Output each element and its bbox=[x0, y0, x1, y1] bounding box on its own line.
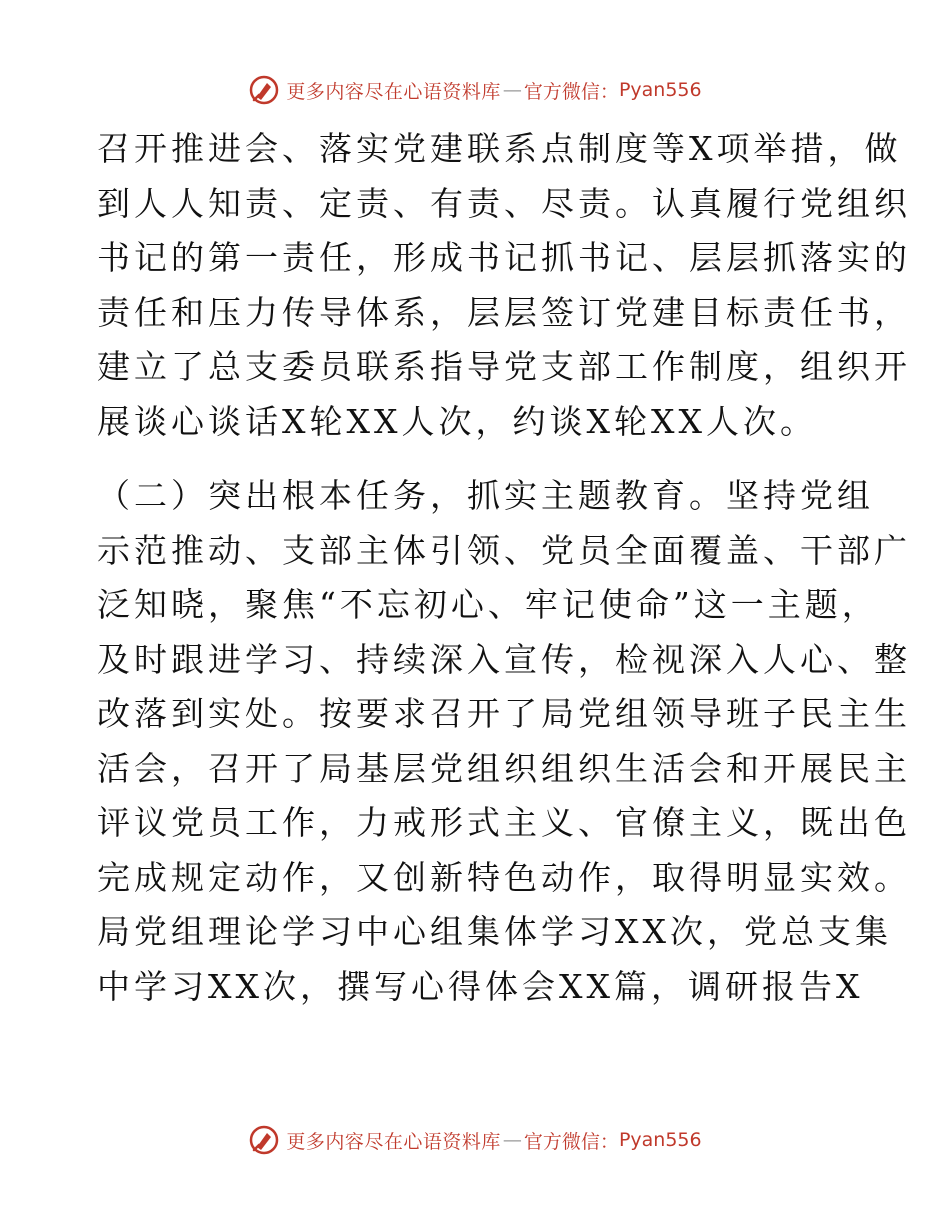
text-line: 及时跟进学习、持续深入宣传，检视深入人心、整 bbox=[97, 639, 911, 679]
header-watermark bbox=[0, 72, 950, 108]
text-line: 中学习XX次，撰写心得体会XX篇，调研报告X bbox=[97, 966, 864, 1006]
pen-nib-logo-icon bbox=[248, 1124, 280, 1156]
text-line: 召开推进会、落实党建联系点制度等X项举措，做 bbox=[97, 129, 902, 168]
pen-nib-logo-icon bbox=[248, 74, 280, 106]
text-line: 活会，召开了局基层党组织组织生活会和开展民主 bbox=[97, 748, 911, 788]
watermark-label: 官方微信： bbox=[523, 80, 619, 103]
document-body bbox=[97, 122, 911, 1014]
watermark-label: 官方微信： bbox=[523, 1130, 619, 1153]
text-line: 到人人知责、定责、有责、尽责。认真履行党组织 bbox=[97, 183, 911, 223]
text-line: 示范推动、支部主体引领、党员全面覆盖、干部广 bbox=[97, 530, 911, 570]
paragraph-2 bbox=[97, 469, 911, 1014]
watermark-site-text: 更多内容尽在心语资料库 bbox=[286, 80, 501, 103]
text-line: 泛知晓，聚焦“不忘初心、牢记使命”这一主题， bbox=[97, 585, 879, 624]
text-line: 评议党员工作，力戒形式主义、官僚主义，既出色 bbox=[97, 803, 911, 842]
watermark-dash: — bbox=[502, 79, 522, 101]
section-heading-line: （二）突出根本任务，抓实主题教育。坚持党组 bbox=[97, 476, 874, 515]
watermark-wechat-id: Pyan556 bbox=[618, 1129, 702, 1151]
text-line: 完成规定动作，又创新特色动作，取得明显实效。 bbox=[97, 857, 911, 897]
text-line: 建立了总支委员联系指导党支部工作制度，组织开 bbox=[97, 347, 911, 386]
paragraph-gap bbox=[97, 449, 857, 469]
text-line: 局党组理论学习中心组集体学习XX次，党总支集 bbox=[97, 912, 892, 951]
watermark-wechat-id: Pyan556 bbox=[618, 79, 702, 101]
watermark-dash: — bbox=[502, 1129, 522, 1151]
text-line: 改落到实处。按要求召开了局党组领导班子民主生 bbox=[97, 694, 911, 733]
text-line: 责任和压力传导体系，层层签订党建目标责任书， bbox=[97, 292, 911, 332]
footer-watermark bbox=[0, 1122, 950, 1158]
text-line: 展谈心谈话X轮XX人次，约谈X轮XX人次。 bbox=[97, 401, 817, 441]
text-line: 书记的第一责任，形成书记抓书记、层层抓落实的 bbox=[97, 238, 911, 277]
watermark-site-text: 更多内容尽在心语资料库 bbox=[286, 1130, 501, 1153]
paragraph-1 bbox=[97, 122, 911, 449]
